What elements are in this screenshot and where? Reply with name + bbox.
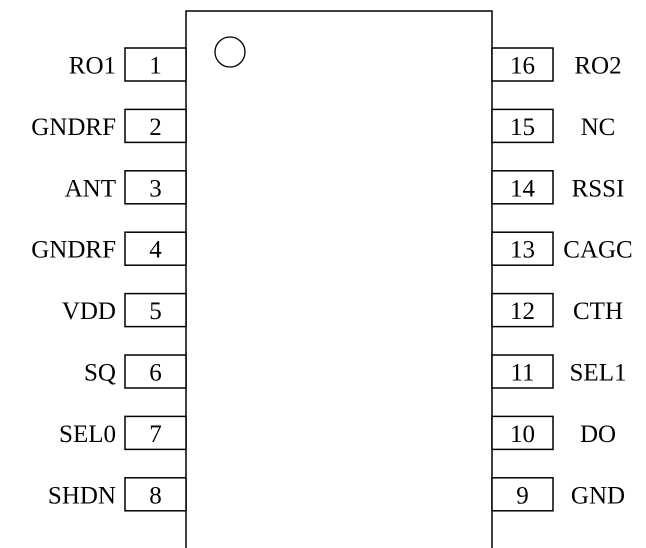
pin-number: 14	[510, 175, 535, 203]
pin-label: SQ	[84, 359, 116, 387]
pin-11	[492, 355, 626, 388]
pin-1	[69, 48, 186, 81]
pin-label: SHDN	[47, 482, 116, 510]
pin-label: CAGC	[563, 236, 633, 264]
pin-6	[84, 355, 186, 388]
pin-number: 1	[149, 52, 162, 80]
pin-number: 2	[149, 113, 162, 141]
pin-number: 16	[510, 52, 535, 80]
pin-number: 12	[510, 298, 535, 326]
pin-number: 11	[510, 359, 535, 387]
chip-body	[186, 11, 492, 548]
pin-label: DO	[579, 420, 617, 448]
pin-label: RO1	[68, 52, 116, 80]
pin-13	[492, 232, 633, 265]
pin-label: RO2	[574, 52, 622, 80]
pin-label: GNDRF	[31, 113, 116, 141]
pin-number: 10	[510, 420, 535, 448]
pin-4	[31, 232, 186, 265]
pin-14	[492, 171, 624, 204]
pin-8	[48, 478, 186, 511]
pin-label: SEL0	[59, 420, 116, 448]
pin-number: 13	[510, 236, 535, 264]
pin1-orientation-marker	[215, 37, 245, 67]
pin-5	[62, 294, 186, 327]
pin-number: 9	[516, 482, 529, 510]
pin-label: SEL1	[569, 359, 627, 387]
pin-number: 4	[149, 236, 162, 264]
pin-15	[492, 109, 615, 142]
pin-2	[31, 109, 186, 142]
pin-7	[59, 416, 186, 449]
pin-9	[492, 478, 625, 511]
pin-number: 7	[149, 420, 162, 448]
pin-label: RSSI	[571, 175, 625, 203]
pin-label: NC	[580, 113, 616, 141]
left-pin-column	[31, 48, 186, 511]
pin-16	[492, 48, 622, 81]
pin-3	[65, 171, 186, 204]
pin-12	[492, 294, 623, 327]
pin-number: 3	[149, 175, 162, 203]
pin-number: 15	[510, 113, 535, 141]
right-pin-column	[492, 48, 633, 511]
pin-number: 6	[149, 359, 162, 387]
pin-number: 5	[149, 298, 162, 326]
pin-label: VDD	[61, 298, 116, 326]
pin-number: 8	[149, 482, 162, 510]
pin-10	[492, 416, 616, 449]
pin-label: GNDRF	[31, 236, 116, 264]
pin-label: ANT	[64, 175, 116, 203]
pin-label: CTH	[573, 298, 623, 326]
pin-label: GND	[570, 482, 626, 510]
